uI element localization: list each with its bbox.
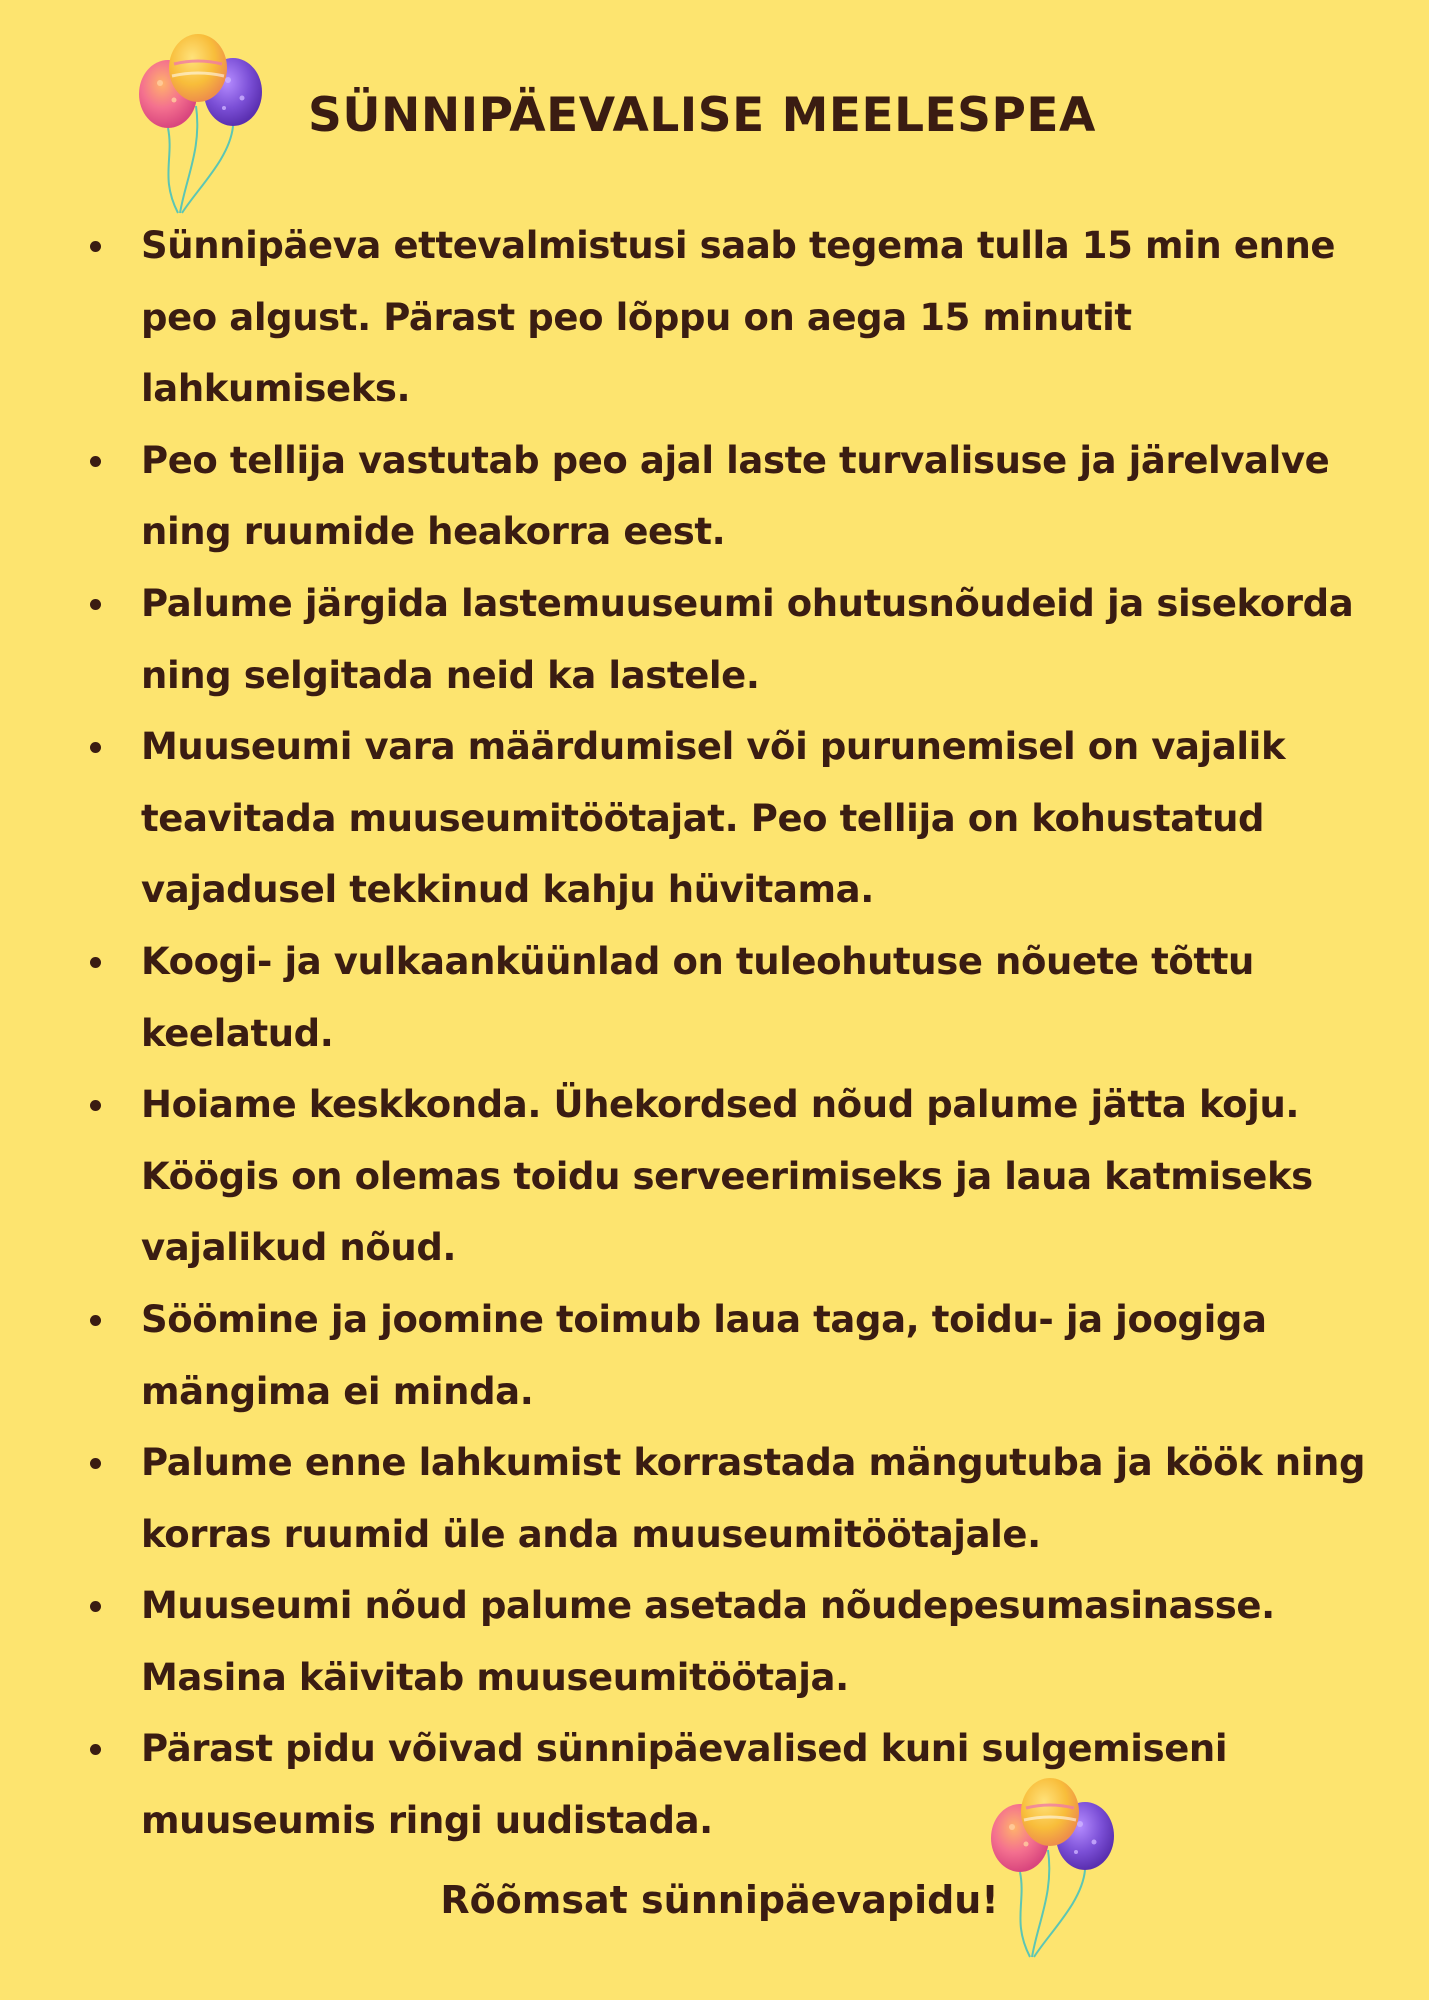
bullet-icon [90,241,101,252]
rule-text: Koogi- ja vulkaanküünlad on tuleohutuse nõuete tõttu keelatud. [141,939,1254,1055]
bullet-icon [90,1744,101,1755]
list-item [88,1284,1378,1427]
bullet-icon [90,599,101,610]
rule-text: Palume enne lahkumist korrastada mängutuba ja köök ning korras ruumid üle anda muuseumitöötajale. [141,1441,1366,1556]
rules-list [88,210,1378,1857]
bullet-icon [90,742,101,753]
rule-text: Söömine ja joomine toimub laua taga, toidu- ja joogiga mängima ei minda. [141,1297,1267,1413]
list-item [88,1570,1378,1713]
rule-text: Hoiame keskkonda. Ühekordsed nõud palume jätta koju. Köögis on olemas toidu serveerimiseks ja laua katmiseks vajalikud nõud. [141,1083,1313,1270]
bullet-icon [90,1458,101,1469]
balloons-icon [990,1772,1140,1962]
list-item [88,1713,1378,1856]
list-item [88,1069,1378,1284]
bullet-icon [90,957,101,968]
bullet-icon [90,1100,101,1111]
page-title: SÜNNIPÄEVALISE MEELESPEA [308,88,1096,143]
list-item [88,425,1378,568]
list-item [88,926,1378,1069]
list-item [88,711,1378,926]
rule-text: Palume järgida lastemuuseumi ohutusnõudeid ja sisekorda ning selgitada neid ka lastele. [141,581,1354,697]
rule-text: Muuseumi vara määrdumisel või purunemisel on vajalik teavitada muuseumitöötajat. Peo tellija on kohustatud vajadusel tekkinud kahju hüvitama. [141,725,1286,912]
bullet-icon [90,1601,101,1612]
bullet-icon [90,456,101,467]
rule-text: Muuseumi nõud palume asetada nõudepesumasinasse. Masina käivitab muuseumitöötaja. [141,1584,1275,1699]
closing-greeting: Rõõmsat sünnipäevapidu! [440,1878,999,1922]
list-item [88,1427,1378,1570]
balloons-icon [138,28,288,218]
rule-text: Sünnipäeva ettevalmistusi saab tegema tulla 15 min enne peo algust. Pärast peo lõppu on aega 15 minutit lahkumiseks. [141,224,1336,411]
rule-text: Pärast pidu võivad sünnipäevalised kuni sulgemiseni muuseumis ringi uudistada. [141,1727,1228,1843]
bullet-icon [90,1315,101,1326]
rule-text: Peo tellija vastutab peo ajal laste turvalisuse ja järelvalve ning ruumide heakorra eest. [141,438,1330,554]
list-item [88,568,1378,711]
list-item [88,210,1378,425]
header [0,0,1429,220]
